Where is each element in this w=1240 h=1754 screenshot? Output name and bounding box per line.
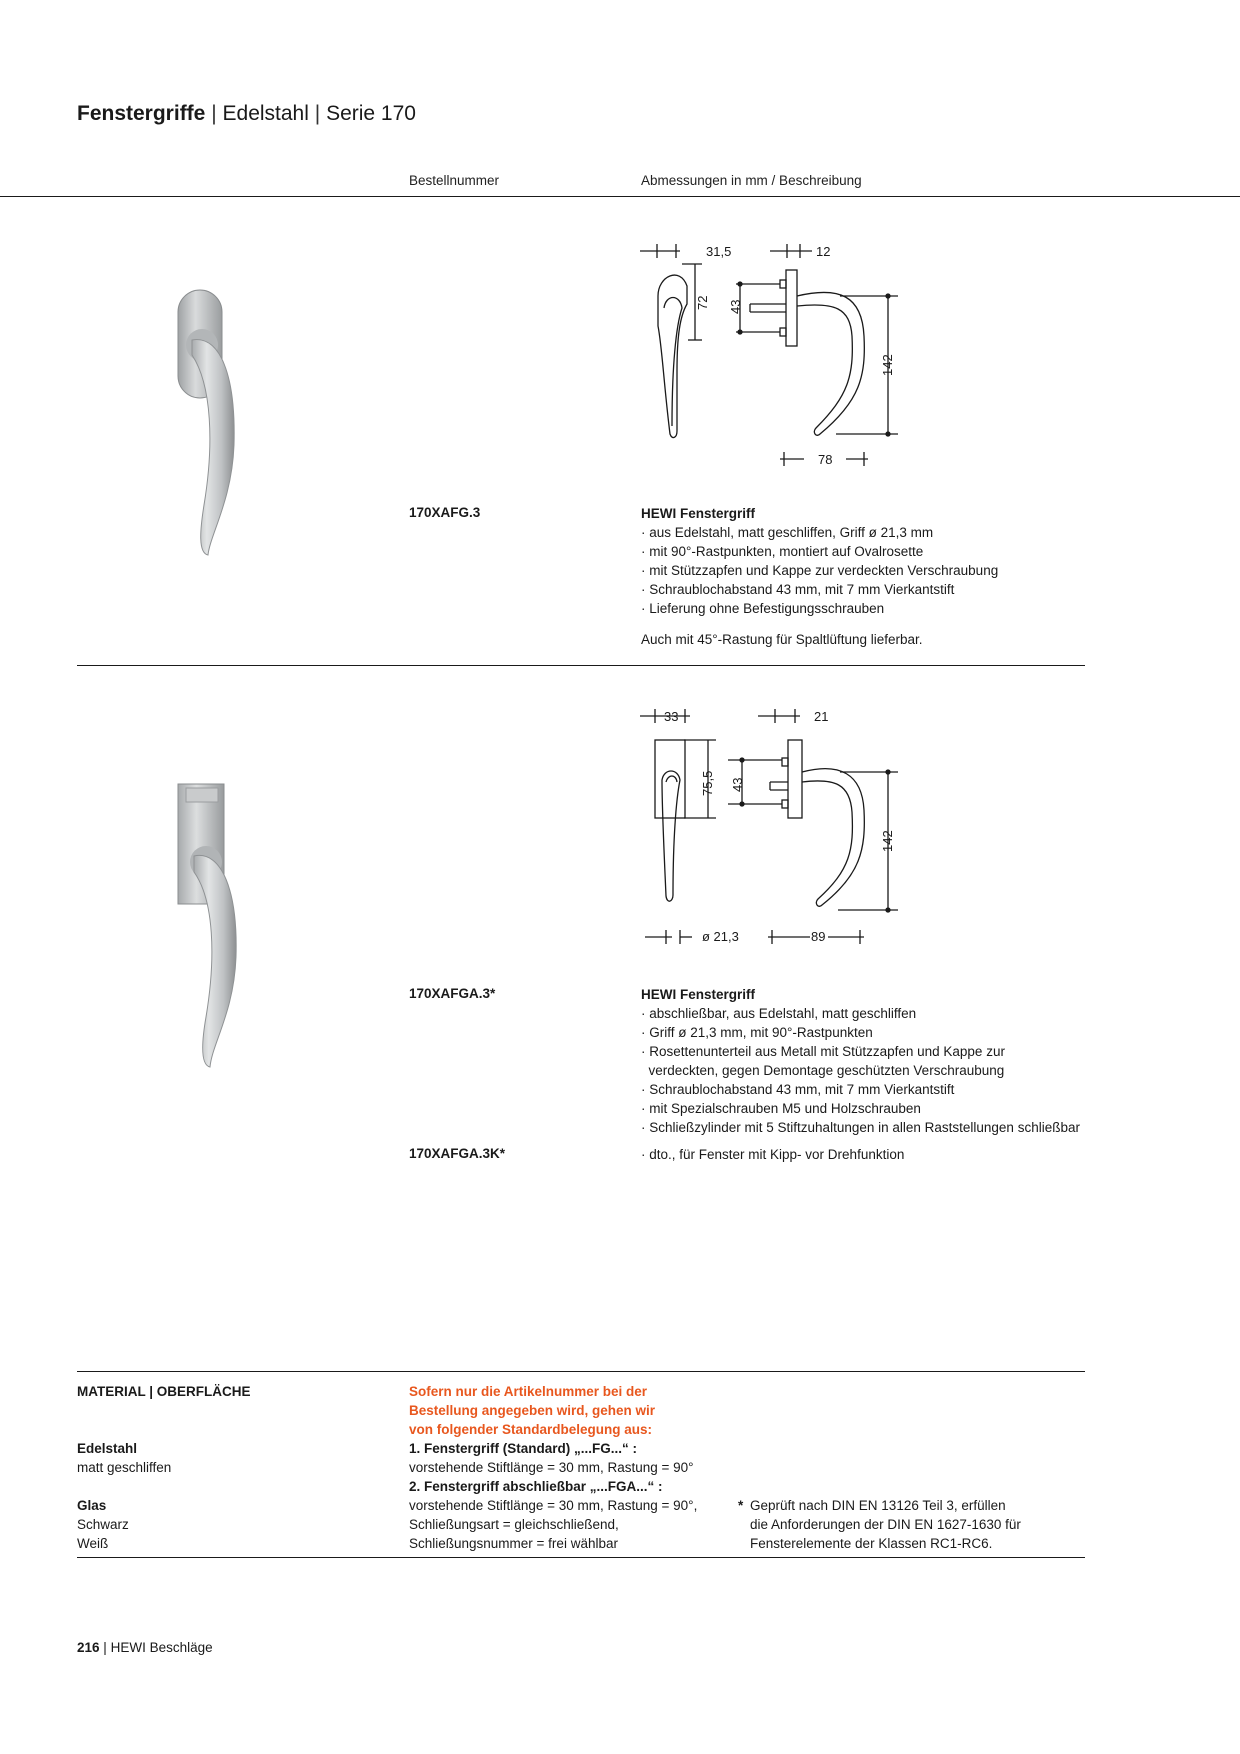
standard-intro-line: Bestellung angegeben wird, gehen wir (409, 1403, 656, 1418)
header-rule (0, 196, 1240, 197)
standard-item-title: 1. Fenstergriff (Standard) „...FG...“ : (409, 1441, 638, 1456)
title-bold: Fenstergriffe (77, 102, 206, 125)
order-code: 170XAFG.3 (409, 505, 481, 520)
feature-line: · abschließbar, aus Edelstahl, matt geschliffen (641, 1006, 917, 1021)
dim-label: 72 (695, 295, 710, 310)
standard-item-text: Schließungsnummer = frei wählbar (409, 1536, 618, 1551)
standard-item-text: Schließungsart = gleichschließend, (409, 1517, 619, 1532)
material-item: Weiß (77, 1536, 109, 1551)
dim-label: 78 (818, 452, 833, 467)
dim-label: ø 21,3 (702, 929, 739, 944)
material-bottom-rule (77, 1557, 1085, 1558)
dim-label: 12 (816, 244, 831, 259)
dimension-labels-1 (640, 236, 900, 476)
product-name: HEWI Fenstergriff (641, 506, 756, 521)
product-description (641, 985, 1080, 1137)
standard-item-text: vorstehende Stiftlänge = 30 mm, Rastung = 90°, (409, 1498, 698, 1513)
dim-label: 31,5 (706, 244, 732, 259)
product-image-handle-oval-rosette (170, 285, 250, 560)
page-title (77, 100, 416, 128)
footnote-line: die Anforderungen der DIN EN 1627-1630 für (750, 1517, 1021, 1532)
material-column (77, 1382, 251, 1553)
dim-label: 33 (664, 709, 679, 724)
title-separator: | (211, 102, 217, 125)
dim-label: 43 (728, 299, 743, 314)
column-head-order-no: Bestellnummer (409, 173, 500, 188)
feature-line: · Rosettenunterteil aus Metall mit Stützzapfen und Kappe zur (641, 1044, 1005, 1059)
footnote-line: Fensterelemente der Klassen RC1-RC6. (750, 1536, 993, 1551)
dim-label: 142 (880, 354, 895, 376)
footnote (738, 1496, 1021, 1553)
feature-line: · aus Edelstahl, matt geschliffen, Griff ø 21,3 mm (641, 525, 934, 540)
footer-brand: HEWI Beschläge (110, 1640, 213, 1655)
standard-intro-line: von folgender Standardbelegung aus: (409, 1422, 653, 1437)
product-description (641, 504, 998, 649)
material-item: Schwarz (77, 1517, 129, 1532)
material-group-name: Glas (77, 1498, 107, 1513)
variant-description: · dto., für Fenster mit Kipp- vor Drehfunktion (641, 1147, 905, 1162)
footnote-star: * (738, 1498, 744, 1513)
dim-label: 89 (811, 929, 826, 944)
standard-config (409, 1382, 697, 1553)
order-code-variant: 170XAFGA.3K* (409, 1146, 506, 1161)
feature-line: · mit Spezialschrauben M5 und Holzschrauben (641, 1101, 921, 1116)
page-footer (77, 1640, 213, 1655)
feature-line: verdeckten, gegen Demontage geschützten Verschraubung (641, 1063, 1005, 1078)
product-name: HEWI Fenstergriff (641, 987, 756, 1002)
dim-label: 43 (730, 777, 745, 792)
dimension-labels-2 (640, 700, 900, 950)
feature-line: · mit Stützzapfen und Kappe zur verdeckten Verschraubung (641, 563, 999, 578)
footnote-line: Geprüft nach DIN EN 13126 Teil 3, erfüllen (750, 1498, 1006, 1513)
standard-item-text: vorstehende Stiftlänge = 30 mm, Rastung = 90° (409, 1460, 694, 1475)
section-rule (77, 665, 1085, 666)
title-separator: | (314, 102, 321, 125)
standard-item-title: 2. Fenstergriff abschließbar „...FGA...“ : (409, 1479, 663, 1494)
feature-line: · mit 90°-Rastpunkten, montiert auf Ovalrosette (641, 544, 924, 559)
standard-intro-line: Sofern nur die Artikelnummer bei der (409, 1384, 648, 1399)
material-heading: MATERIAL | OBERFLÄCHE (77, 1384, 251, 1399)
feature-line: · Griff ø 21,3 mm, mit 90°-Rastpunkten (641, 1025, 873, 1040)
material-group-name: Edelstahl (77, 1441, 138, 1456)
feature-line: · Lieferung ohne Befestigungsschrauben (641, 601, 885, 616)
material-top-rule (77, 1371, 1085, 1372)
dim-label: 21 (814, 709, 829, 724)
feature-line: · Schließzylinder mit 5 Stiftzuhaltungen in allen Raststellungen schließbar (641, 1120, 1080, 1135)
product-image-handle-lockable (172, 782, 252, 1072)
title-material: Edelstahl (222, 102, 309, 125)
footer-separator: | (103, 1640, 107, 1655)
column-head-dimensions: Abmessungen in mm / Beschreibung (641, 173, 862, 188)
dim-label: 75,5 (700, 770, 715, 796)
title-series: Serie 170 (326, 102, 416, 125)
dim-label: 142 (880, 830, 895, 852)
material-item: matt geschliffen (77, 1460, 172, 1475)
page-number: 216 (77, 1640, 100, 1655)
feature-line: · Schraublochabstand 43 mm, mit 7 mm Vierkantstift (641, 1082, 955, 1097)
feature-line: · Schraublochabstand 43 mm, mit 7 mm Vierkantstift (641, 582, 955, 597)
order-code: 170XAFGA.3* (409, 986, 496, 1001)
product-note: Auch mit 45°-Rastung für Spaltlüftung lieferbar. (641, 632, 923, 647)
